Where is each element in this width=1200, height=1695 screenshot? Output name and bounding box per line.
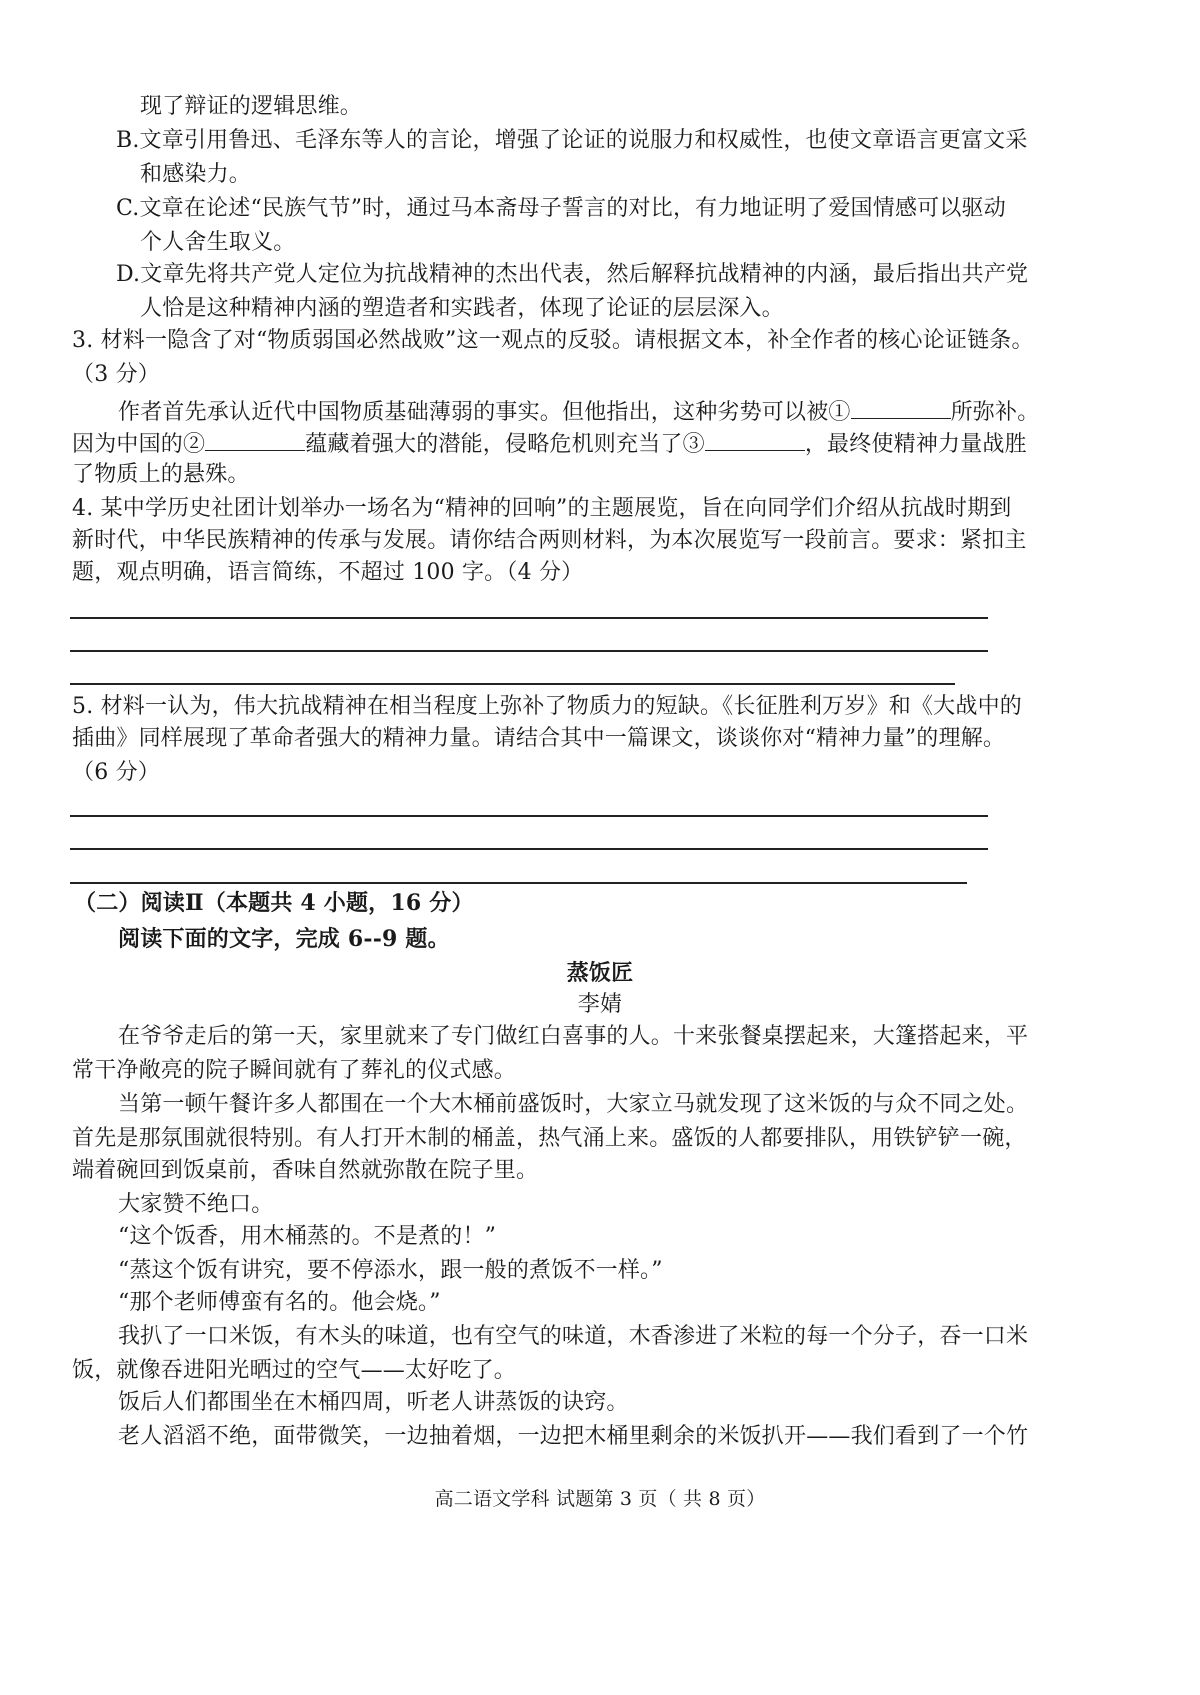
q3-fill-text-c: 因为中国的② <box>72 432 206 457</box>
q5-prompt-line3: （6 分） <box>72 760 160 785</box>
option-d-line1: D.文章先将共产党人定位为抗战精神的杰出代表，然后解释抗战精神的内涵，最后指出共产党 <box>116 262 1029 287</box>
story-p3: 大家赞不绝口。 <box>118 1192 274 1217</box>
story-p2-line3: 端着碗回到饭桌前，香味自然就弥散在院子里。 <box>72 1158 539 1183</box>
q5-answer-line-1[interactable] <box>70 815 988 817</box>
story-p2-line1: 当第一顿午餐许多人都围在一个大木桶前盛饭时，大家立马就发现了这米饭的与众不同之处。 <box>118 1092 1029 1117</box>
story-p4: “这个饭香，用木桶蒸的。不是煮的！” <box>118 1224 497 1249</box>
q3-fill-text-d: 蕴藏着强大的潜能，侵略危机则充当了③ <box>305 432 705 457</box>
q3-prompt-line2: （3 分） <box>72 362 160 387</box>
q4-answer-line-1[interactable] <box>70 617 988 619</box>
story-p7-line2: 饭，就像吞进阳光晒过的空气——太好吃了。 <box>72 1358 517 1383</box>
section-heading: （二）阅读Ⅱ（本题共 4 小题，16 分） <box>74 890 474 916</box>
q5-prompt-line1: 5. 材料一认为，伟大抗战精神在相当程度上弥补了物质力的短缺。《长征胜利万岁》和《大战中的 <box>72 694 1022 719</box>
story-p9: 老人滔滔不绝，面带微笑，一边抽着烟，一边把木桶里剩余的米饭扒开——我们看到了一个竹 <box>118 1424 1029 1449</box>
q3-fill-line2 <box>72 428 1027 460</box>
answer-blank-1[interactable] <box>851 396 951 419</box>
section-instruction: 阅读下面的文字，完成 6--9 题。 <box>118 926 450 952</box>
answer-blank-3[interactable] <box>705 428 805 451</box>
option-d-line2: 人恰是这种精神内涵的塑造者和实践者，体现了论证的层层深入。 <box>140 296 784 321</box>
option-c-line2: 个人舍生取义。 <box>140 230 296 255</box>
q3-fill-line1 <box>118 396 1039 428</box>
q3-prompt-line1: 3. 材料一隐含了对“物质弱国必然战败”这一观点的反驳。请根据文本，补全作者的核心论证链条。 <box>72 328 1034 353</box>
q3-fill-text-e: ，最终使精神力量战胜 <box>804 432 1027 457</box>
q3-fill-text-b: 所弥补。 <box>950 400 1040 425</box>
story-p5: “蒸这个饭有讲究，要不停添水，跟一般的煮饭不一样。” <box>118 1258 663 1283</box>
q4-prompt-line1: 4. 某中学历史社团计划举办一场名为“精神的回响”的主题展览，旨在向同学们介绍从抗战时期到 <box>72 496 1012 521</box>
q3-fill-line3: 了物质上的悬殊。 <box>72 462 250 487</box>
answer-blank-2[interactable] <box>205 428 305 451</box>
q5-answer-line-3[interactable] <box>70 882 967 884</box>
q4-prompt-line2: 新时代，中华民族精神的传承与发展。请你结合两则材料，为本次展览写一段前言。要求：紧扣主 <box>72 528 1027 553</box>
article-title: 蒸饭匠 <box>566 960 634 986</box>
option-a-tail: 现了辩证的逻辑思维。 <box>140 94 363 119</box>
story-p2-line2: 首先是那氛围就很特别。有人打开木制的桶盖，热气涌上来。盛饭的人都要排队，用铁铲铲一碗， <box>72 1126 1027 1151</box>
story-p1-line1: 在爷爷走后的第一天，家里就来了专门做红白喜事的人。十来张餐桌摆起来，大篷搭起来，平 <box>118 1024 1029 1049</box>
q5-answer-line-2[interactable] <box>70 848 988 850</box>
story-p7-line1: 我扒了一口米饭，有木头的味道，也有空气的味道，木香渗进了米粒的每一个分子，吞一口米 <box>118 1324 1029 1349</box>
story-p1-line2: 常干净敞亮的院子瞬间就有了葬礼的仪式感。 <box>72 1058 517 1083</box>
option-c-line1: C.文章在论述“民族气节”时，通过马本斋母子誓言的对比，有力地证明了爱国情感可以驱动 <box>116 196 1006 221</box>
option-b-line2: 和感染力。 <box>140 162 252 187</box>
article-author: 李婧 <box>577 992 623 1017</box>
q4-answer-line-2[interactable] <box>70 650 988 652</box>
q3-fill-text-a: 作者首先承认近代中国物质基础薄弱的事实。但他指出，这种劣势可以被① <box>118 400 851 425</box>
q4-prompt-line3: 题，观点明确，语言简练，不超过 100 字。（4 分） <box>72 560 584 585</box>
story-p8: 饭后人们都围坐在木桶四周，听老人讲蒸饭的诀窍。 <box>118 1390 629 1415</box>
option-b-line1: B.文章引用鲁迅、毛泽东等人的言论，增强了论证的说服力和权威性，也使文章语言更富文采 <box>116 128 1028 153</box>
story-p6: “那个老师傅蛮有名的。他会烧。” <box>118 1290 441 1315</box>
q5-prompt-line2: 插曲》同样展现了革命者强大的精神力量。请结合其中一篇课文，谈谈你对“精神力量”的理解。 <box>72 726 1006 751</box>
page-footer: 高二语文学科 试题第 3 页（ 共 8 页） <box>434 1488 766 1510</box>
q4-answer-line-3[interactable] <box>70 683 955 685</box>
